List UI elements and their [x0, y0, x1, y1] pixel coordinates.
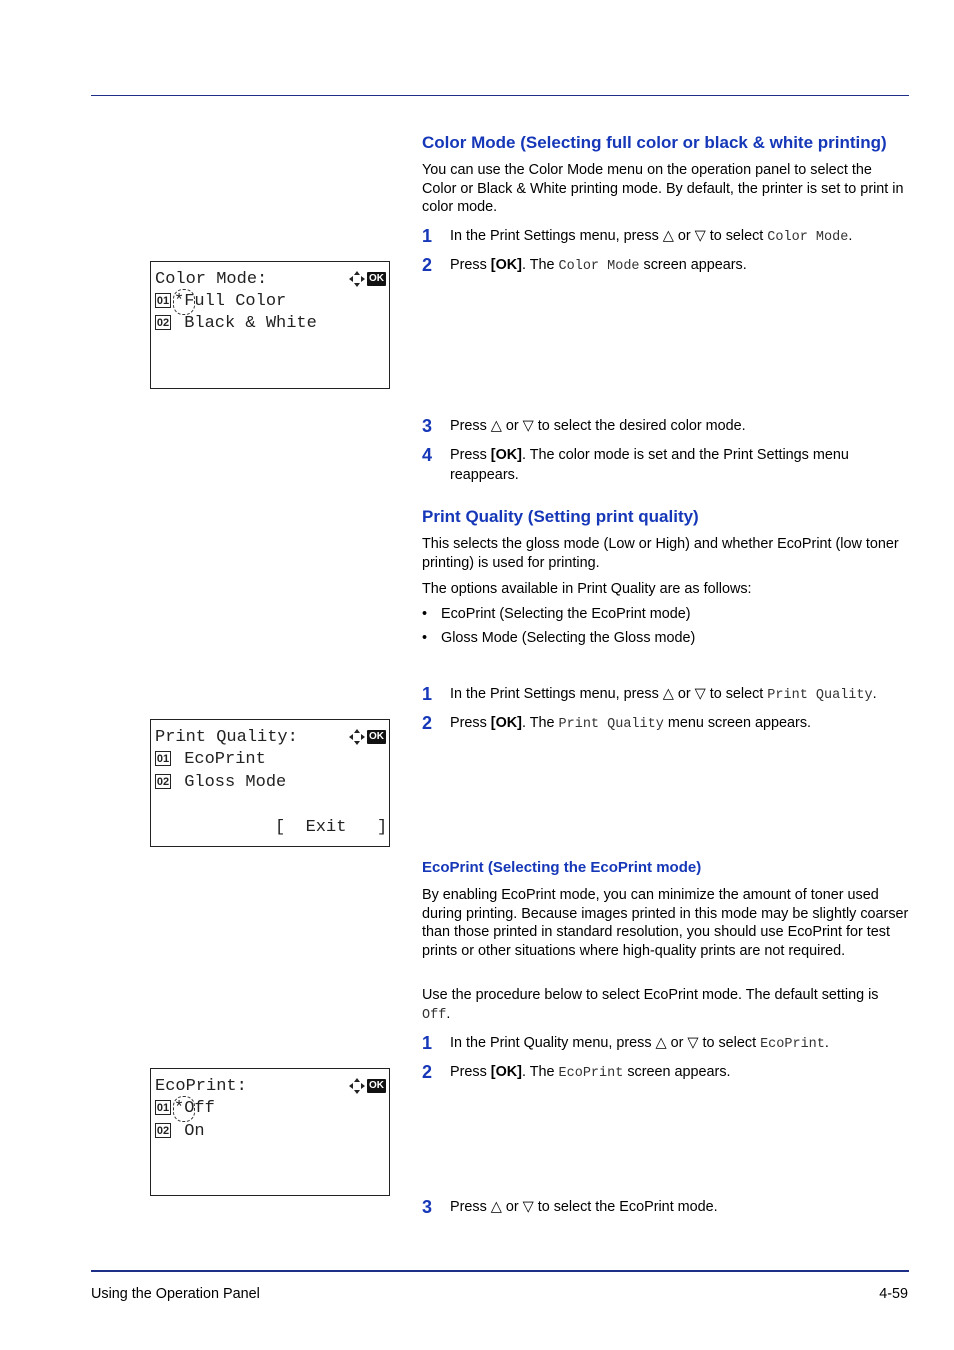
panel-title: EcoPrint: — [155, 1077, 247, 1096]
panel-item: 01 *Full Color — [156, 292, 287, 311]
panel-ok-indicator — [349, 729, 386, 745]
step-number: 1 — [422, 1033, 433, 1053]
top-rule — [91, 95, 909, 96]
step-text: In the Print Quality menu, press △ or ▽ to select EcoPrint. — [450, 1035, 829, 1052]
number-key-icon: 02 — [156, 1125, 170, 1138]
step-number: 4 — [422, 445, 433, 465]
footer-rule — [91, 1270, 909, 1272]
page-number: 4-59 — [879, 1286, 908, 1302]
step-text: Press △ or ▽ to select the EcoPrint mode. — [450, 1199, 718, 1215]
number-key-icon: 02 — [156, 317, 170, 330]
panel-item: 02 Black & White — [156, 314, 317, 333]
panel-item: 02 On — [156, 1122, 205, 1141]
number-key-icon: 02 — [156, 776, 170, 789]
ok-icon: OK — [369, 731, 384, 742]
step-text: Press [OK]. The color mode is set and the Print Settings menu reappears. — [450, 447, 849, 483]
footer-title: Using the Operation Panel — [91, 1286, 260, 1302]
bullet-item: • EcoPrint (Selecting the EcoPrint mode) — [422, 606, 691, 622]
print-quality-options-intro: The options available in Print Quality are as follows: — [422, 581, 752, 597]
ecoprint-intro: By enabling EcoPrint mode, you can minimize the amount of toner used during printing. Because images printed in this mode may be slightly coarser than those printed in standard resolution, you should use EcoPrint for test prints or other situations where high-quality prints are not required. — [422, 887, 909, 959]
color-mode-intro: You can use the Color Mode menu on the operation panel to select the Color or Black & White printing mode. By default, the printer is set to print in color mode. — [422, 162, 904, 215]
ok-icon: OK — [369, 1080, 384, 1091]
panel-item: 01 *Off — [156, 1099, 215, 1118]
arrow-keys-icon — [349, 271, 365, 287]
step-number: 1 — [422, 684, 433, 704]
step-number: 1 — [422, 226, 433, 246]
number-key-icon: 01 — [156, 295, 170, 308]
ok-icon: OK — [369, 273, 384, 284]
selection-cursor — [173, 1096, 195, 1122]
panel-exit-softkey: [ Exit ] — [275, 818, 388, 837]
bullet-item: • Gloss Mode (Selecting the Gloss mode) — [422, 630, 696, 646]
selection-cursor — [173, 289, 195, 315]
section-heading-print-quality: Print Quality (Setting print quality) — [422, 507, 699, 526]
panel-ok-indicator — [349, 271, 386, 287]
section-heading-color-mode: Color Mode (Selecting full color or black & white printing) — [422, 133, 887, 152]
step-number: 2 — [422, 1062, 433, 1082]
arrow-keys-icon — [349, 729, 365, 745]
step-text: Press △ or ▽ to select the desired color mode. — [450, 418, 746, 434]
number-key-icon: 01 — [156, 753, 170, 766]
step-number: 2 — [422, 255, 433, 275]
step-text: Press [OK]. The Print Quality menu screen appears. — [450, 715, 812, 732]
print-quality-panel-screen — [150, 719, 390, 847]
panel-ok-indicator — [349, 1078, 386, 1094]
step-text: Press [OK]. The EcoPrint screen appears. — [450, 1064, 731, 1081]
panel-item: 01 EcoPrint — [156, 750, 266, 769]
step-text: In the Print Settings menu, press △ or ▽ to select Color Mode. — [450, 228, 853, 245]
step-number: 3 — [422, 1197, 433, 1217]
panel-item: 02 Gloss Mode — [156, 773, 287, 792]
step-number: 2 — [422, 713, 433, 733]
step-text: Press [OK]. The Color Mode screen appears. — [450, 257, 747, 274]
color-mode-panel-screen — [150, 261, 390, 389]
panel-title: Print Quality: — [155, 728, 298, 747]
number-key-icon: 01 — [156, 1102, 170, 1115]
section-heading-ecoprint: EcoPrint (Selecting the EcoPrint mode) — [422, 859, 702, 876]
arrow-keys-icon — [349, 1078, 365, 1094]
panel-title: Color Mode: — [155, 270, 268, 289]
ecoprint-panel-screen — [150, 1068, 390, 1196]
step-number: 3 — [422, 416, 433, 436]
ecoprint-default: Use the procedure below to select EcoPrint mode. The default setting is Off. — [422, 987, 879, 1023]
print-quality-intro: This selects the gloss mode (Low or High) and whether EcoPrint (low toner printing) is used for printing. — [422, 536, 899, 571]
step-text: In the Print Settings menu, press △ or ▽ to select Print Quality. — [450, 686, 877, 703]
